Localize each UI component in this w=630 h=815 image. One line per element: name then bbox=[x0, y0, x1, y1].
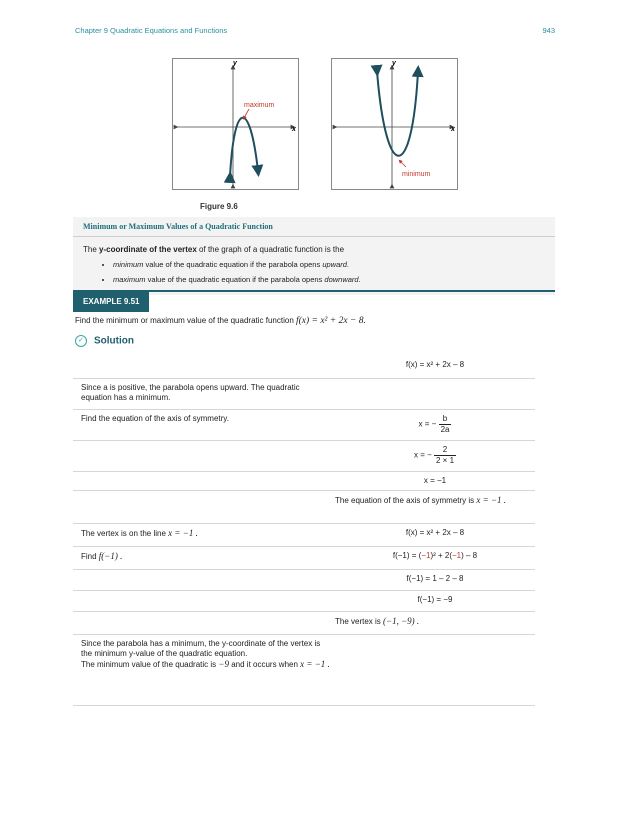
table-row: x = −1 bbox=[73, 472, 535, 491]
table-row: f(−1) = −9 bbox=[73, 591, 535, 612]
fraction: $\frac{2}{2 \times 1}$ bbox=[436, 445, 455, 465]
table-row: f(−1) = 1 – 2 – 8 bbox=[73, 570, 535, 591]
figure-minimum-graph bbox=[331, 58, 458, 190]
solution-heading: ✓ Solution bbox=[75, 335, 134, 347]
callout-list-item: • maximum value of the quadratic equation if the parabola opens downward. bbox=[113, 272, 545, 287]
example-header bbox=[73, 290, 555, 312]
minimum-pointer bbox=[400, 161, 406, 167]
example-problem: Find the minimum or maximum value of the quadratic function f(x) = x² + 2x − 8. bbox=[75, 316, 366, 326]
maximum-pointer bbox=[244, 109, 249, 118]
table-row: f(x) = x² + 2x – 8 bbox=[73, 356, 535, 379]
table-row: Since a is positive, the parabola opens upward. The quadratic equation has a minimum. bbox=[73, 379, 535, 410]
table-row: x = − $\frac{2}{2 \times 1}$ bbox=[73, 441, 535, 472]
maximum-label: maximum bbox=[244, 102, 275, 109]
table-row: Since the parabola has a minimum, the y-coordinate of the vertex is the minimum y-value of the quadratic equation. The minimum value of the quadratic is −9 and it occurs when x = −1 . bbox=[73, 635, 535, 706]
callout-intro-bold: y-coordinate of the vertex bbox=[99, 245, 197, 254]
maximum-graph-svg bbox=[173, 59, 298, 189]
chapter-title: Chapter 9 Quadratic Equations and Functions bbox=[75, 26, 228, 35]
table-row: The equation of the axis of symmetry is x = −1 . bbox=[73, 491, 535, 524]
callout-title: Minimum or Maximum Values of a Quadratic Function bbox=[73, 217, 555, 237]
table-row: The vertex is on the line x = −1 . f(x) = x² + 2x – 8 bbox=[73, 524, 535, 547]
callout-list bbox=[83, 257, 545, 287]
table-row: The vertex is (−1, −9) . bbox=[73, 612, 535, 635]
upward-parabola bbox=[377, 71, 418, 156]
figure-maximum-graph bbox=[172, 58, 299, 190]
fraction: $\frac{b}{2a}$ bbox=[440, 414, 450, 434]
y-axis-label: y bbox=[392, 60, 396, 67]
minimum-graph-svg bbox=[332, 59, 457, 189]
x-axis-label: x bbox=[292, 126, 296, 133]
table-row: Find the equation of the axis of symmetry. x = − $\frac{b}{2a}$ bbox=[73, 410, 535, 441]
solution-table bbox=[73, 356, 535, 706]
callout-box bbox=[73, 217, 555, 295]
minimum-label: minimum bbox=[402, 171, 431, 178]
page-header bbox=[75, 26, 555, 38]
callout-body bbox=[73, 237, 555, 295]
check-circle-icon: ✓ bbox=[75, 335, 87, 347]
page-number: 943 bbox=[542, 26, 555, 35]
y-axis-label: y bbox=[233, 60, 237, 67]
figure-caption: Figure 9.6 bbox=[200, 202, 238, 211]
function-expression: f(x) = x² + 2x − 8. bbox=[296, 316, 366, 326]
table-row: Find f(−1) . f(−1) = (−1)² + 2(−1) – 8 bbox=[73, 547, 535, 570]
example-label: EXAMPLE 9.51 bbox=[73, 292, 149, 312]
callout-list-item: • minimum value of the quadratic equation if the parabola opens upward. bbox=[113, 257, 545, 272]
callout-intro: The y-coordinate of the vertex of the graph of a quadratic function is the bbox=[83, 245, 345, 254]
x-axis-label: x bbox=[451, 126, 455, 133]
